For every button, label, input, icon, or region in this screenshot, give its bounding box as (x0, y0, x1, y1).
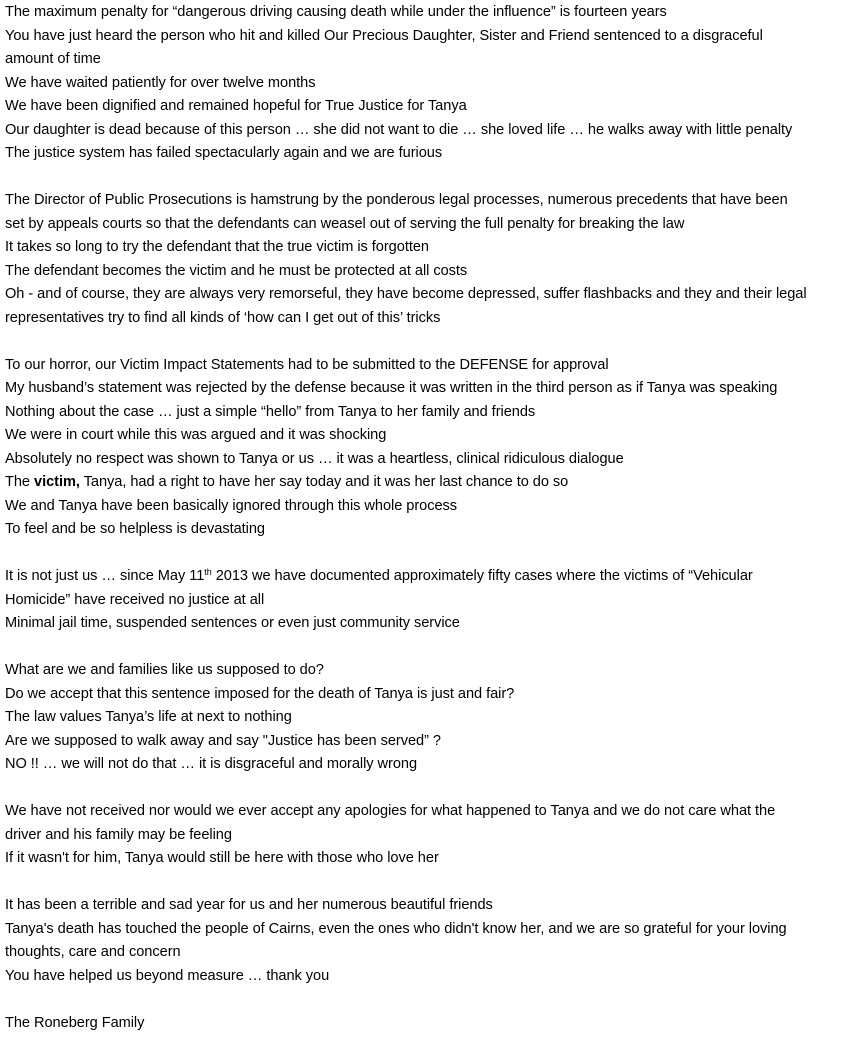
text-line: driver and his family may be feeling (5, 826, 232, 843)
text-line: Oh - and of course, they are always very remorseful, they have become depressed, suffer flashbacks and they and their legal (5, 286, 807, 302)
text-line: The Director of Public Prosecutions is hamstrung by the ponderous legal processes, numerous precedents that have been (5, 192, 788, 208)
date-superscript: th (204, 567, 212, 577)
paragraph-5 (5, 659, 855, 777)
victim-line-before: The (5, 474, 35, 490)
date-line-after: 2013 we have documented approximately fifty cases where the victims of “Vehicular (211, 568, 753, 584)
text-line: The maximum penalty for “dangerous driving causing death while under the influence” is fourteen years (5, 4, 667, 20)
text-line: Absolutely no respect was shown to Tanya or us … it was a heartless, clinical ridiculous dialogue (5, 450, 624, 467)
text-line: thoughts, care and concern (5, 944, 181, 960)
victim-line-bold: victim, (34, 474, 80, 490)
signature: The Roneberg Family (5, 1014, 145, 1031)
text-line: We have waited patiently for over twelve months (5, 74, 316, 91)
text-line: To our horror, our Victim Impact Statements had to be submitted to the DEFENSE for approval (5, 356, 609, 373)
text-line: We were in court while this was argued and it was shocking (5, 427, 387, 443)
paragraph-4 (5, 565, 855, 636)
victim-line-after: Tanya, had a right to have her say today and it was her last chance to do so (79, 474, 569, 490)
text-line: It takes so long to try the defendant that the true victim is forgotten (5, 239, 429, 255)
text-line: set by appeals courts so that the defendants can weasel out of serving the full penalty for breaking the law (5, 215, 685, 232)
paragraph-6 (5, 800, 855, 871)
paragraph-spacer (5, 636, 855, 660)
text-line: Our daughter is dead because of this person … she did not want to die … she loved life … he walks away with little penalty (5, 121, 793, 138)
date-line-before: It is not just us … since May 11 (5, 568, 205, 584)
text-line: The law values Tanya’s life at next to nothing (5, 709, 292, 725)
paragraph-spacer (5, 542, 855, 566)
paragraph-spacer (5, 988, 855, 1012)
text-line: Do we accept that this sentence imposed for the death of Tanya is just and fair? (5, 685, 515, 702)
text-line: representatives try to find all kinds of ‘how can I get out of this’ tricks (5, 309, 441, 326)
text-line: If it wasn't for him, Tanya would still be here with those who love her (5, 850, 439, 866)
paragraph-2 (5, 189, 855, 330)
date-line (5, 565, 855, 589)
text-line: What are we and families like us supposed to do? (5, 662, 324, 678)
text-line: We and Tanya have been basically ignored through this whole process (5, 497, 458, 514)
letter-document (5, 1, 855, 1035)
text-line: It has been a terrible and sad year for us and her numerous beautiful friends (5, 897, 493, 913)
text-line: My husband’s statement was rejected by the defense because it was written in the third person as if Tanya was speaking (5, 380, 778, 396)
text-line: Are we supposed to walk away and say "Justice has been served” ? (5, 732, 441, 749)
text-line: The defendant becomes the victim and he must be protected at all costs (5, 262, 468, 279)
text-line: Minimal jail time, suspended sentences or even just community service (5, 615, 460, 631)
paragraph-spacer (5, 777, 855, 801)
text-line: You have helped us beyond measure … thank you (5, 967, 330, 984)
text-line: Nothing about the case … just a simple “hello” from Tanya to her family and friends (5, 403, 536, 420)
text-line: NO !! … we will not do that … it is disgraceful and morally wrong (5, 756, 418, 772)
text-line: Tanya's death has touched the people of Cairns, even the ones who didn't know her, and we are so grateful for your loving (5, 920, 787, 937)
victim-line (5, 471, 855, 495)
text-line: The justice system has failed spectacularly again and we are furious (5, 145, 443, 161)
paragraph-1 (5, 1, 855, 166)
text-line: Homicide” have received no justice at all (5, 591, 265, 608)
paragraph-7 (5, 894, 855, 988)
text-line: amount of time (5, 51, 101, 67)
text-line: You have just heard the person who hit and killed Our Precious Daughter, Sister and Friend sentenced to a disgraceful (5, 27, 763, 44)
text-line: We have been dignified and remained hopeful for True Justice for Tanya (5, 98, 467, 114)
paragraph-spacer (5, 871, 855, 895)
paragraph-spacer (5, 166, 855, 190)
text-line: To feel and be so helpless is devastating (5, 521, 265, 537)
paragraph-3 (5, 354, 855, 542)
paragraph-spacer (5, 330, 855, 354)
text-line: We have not received nor would we ever accept any apologies for what happened to Tanya and we do not care what the (5, 803, 776, 819)
